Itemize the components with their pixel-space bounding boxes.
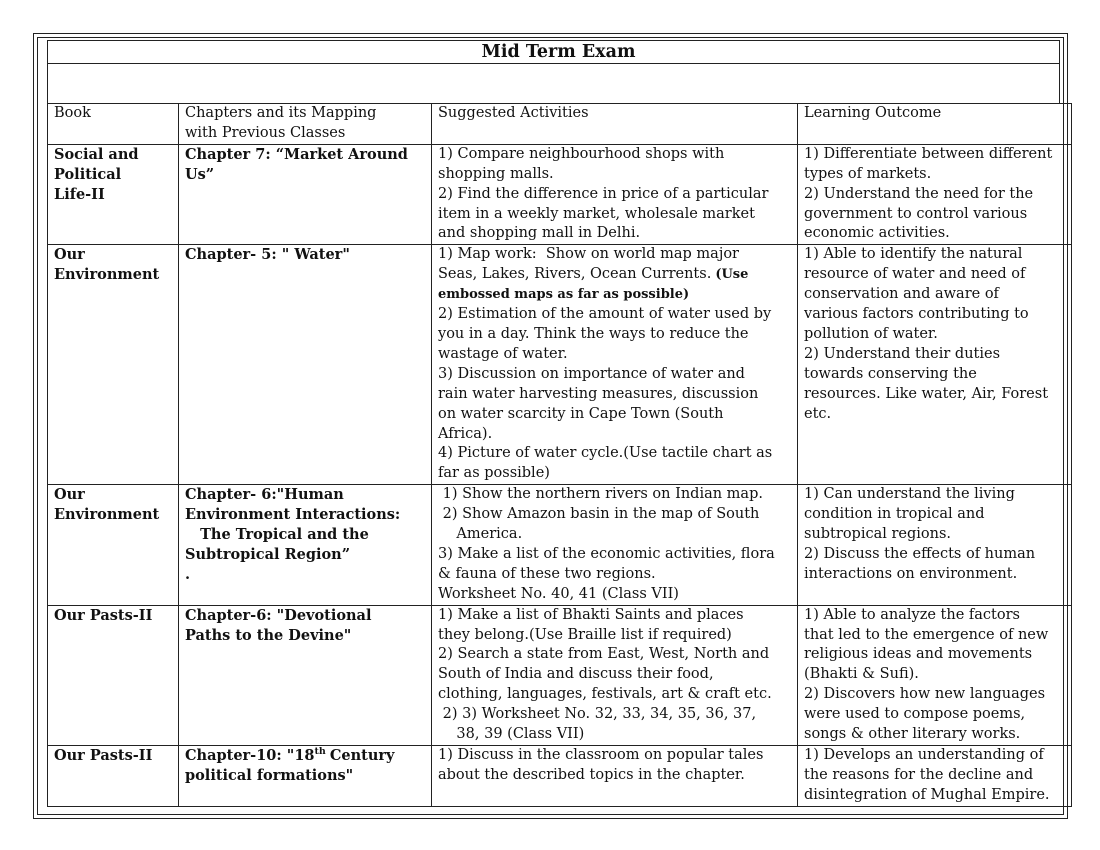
suggested-activities: 1) Compare neighbourhood shops with shopping malls. 2) Find the difference in price of a particular item in a weekly market, wholesale market and shopping mall in Delhi. — [438, 145, 769, 242]
suggested-activities: 1) Make a list of Bhakti Saints and places they belong.(Use Braille list if required) 2) Search a state from East, West, North and South of India and discuss their food, clothing, languages, festivals, art & craft etc. 2) 3) Worksheet No. 32, 33, 34, 35, 36, 37, 38, 39 (Class VII) — [438, 606, 772, 743]
activities-cell — [432, 485, 798, 605]
outcome-cell — [798, 605, 1072, 745]
book-name: Our Pasts-II — [54, 747, 153, 764]
book-name: Our Environment — [54, 486, 160, 524]
chapter-title-end: Century political formations" — [185, 747, 395, 784]
header-chapters: Chapters and its Mapping with Previous Classes — [185, 105, 377, 141]
syllabus-table — [47, 103, 1072, 807]
header-cell-chapters — [179, 104, 432, 145]
accessibility-note: (Use embossed maps as far as possible) — [438, 267, 749, 303]
outcome-cell — [798, 144, 1072, 245]
learning-outcome: 1) Able to analyze the factors that led to the emergence of new religious ideas and movements (Bhakti & Sufi). 2) Discovers how new languages were used to compose poems, songs & other literary works. — [804, 606, 1049, 743]
chapter-title: Chapter-6: "Devotional Paths to the Devine" — [185, 606, 372, 644]
table-row — [48, 605, 1072, 745]
chapter-title — [185, 746, 428, 786]
book-name: Our Pasts-II — [54, 606, 153, 624]
chapter-title: Chapter 7: “Market Around Us” — [185, 145, 408, 183]
activity-text: 1) Map work: Show on world map major Seas, Lakes, Rivers, Ocean Currents. — [438, 246, 739, 283]
title-box — [47, 40, 1060, 64]
learning-outcome: 1) Able to identify the natural resource of water and need of conservation and aware of various factors contributing to pollution of water. 2) Understand their duties towards conserving the resources. Like water, Air, Forest etc. — [804, 246, 1049, 422]
ordinal-superscript: th — [314, 746, 326, 757]
outcome-cell — [798, 485, 1072, 605]
chapter-cell — [179, 144, 432, 245]
activities-cell — [432, 746, 798, 807]
title-spacer — [47, 63, 1060, 104]
book-cell — [48, 485, 179, 605]
activities-cell — [432, 605, 798, 745]
learning-outcome: 1) Can understand the living condition in tropical and subtropical regions. 2) Discuss the effects of human interactions on environment. — [804, 486, 1036, 582]
learning-outcome: 1) Develops an understanding of the reasons for the decline and disintegration of Mughal Empire. — [804, 747, 1050, 803]
learning-outcome: 1) Differentiate between different types of markets. 2) Understand the need for the government to control various economic activities. — [804, 145, 1053, 242]
suggested-activities: 1) Show the northern rivers on Indian map. 2) Show Amazon basin in the map of South America. 3) Make a list of the economic activities, flora & fauna of these two regions. Worksheet No. 40, 41 (Class VII) — [438, 486, 775, 602]
book-cell — [48, 144, 179, 245]
outcome-cell — [798, 746, 1072, 807]
book-cell — [48, 746, 179, 807]
suggested-activities: 1) Discuss in the classroom on popular tales about the described topics in the chapter. — [438, 747, 764, 783]
table-row — [48, 144, 1072, 245]
chapter-cell — [179, 746, 432, 807]
header-outcome: Learning Outcome — [804, 105, 942, 121]
table-row — [48, 485, 1072, 605]
book-name: Our Environment — [54, 246, 160, 284]
header-cell-book — [48, 104, 179, 145]
header-cell-outcome — [798, 104, 1072, 145]
header-cell-activities — [432, 104, 798, 145]
chapter-cell — [179, 485, 432, 605]
chapter-title: Chapter- 6:"Human Environment Interactions: The Tropical and the Subtropical Region” . — [185, 486, 401, 583]
chapter-title: Chapter- 5: " Water" — [185, 246, 350, 264]
chapter-title-start: Chapter-10: "18 — [185, 747, 315, 764]
activities-cell — [432, 245, 798, 485]
outcome-cell — [798, 245, 1072, 485]
header-activities: Suggested Activities — [438, 105, 589, 121]
chapter-cell — [179, 605, 432, 745]
suggested-activities-continued: 2) Estimation of the amount of water used by you in a day. Think the ways to reduce the wastage of water. 3) Discussion on importance of water and rain water harvesting measures, discussion on water scarcity in Cape Town (South Africa). 4) Picture of water cycle.(Use tactile chart as far as possible) — [438, 306, 773, 482]
chapter-cell — [179, 245, 432, 485]
table-row — [48, 746, 1072, 807]
activities-cell — [432, 144, 798, 245]
header-book: Book — [54, 105, 91, 121]
book-cell — [48, 245, 179, 485]
book-cell — [48, 605, 179, 745]
page-title: Mid Term Exam — [481, 42, 636, 62]
header-row — [48, 104, 1072, 145]
suggested-activities — [438, 245, 794, 305]
table-row — [48, 245, 1072, 485]
book-name: Social and Political Life-II — [54, 145, 139, 203]
